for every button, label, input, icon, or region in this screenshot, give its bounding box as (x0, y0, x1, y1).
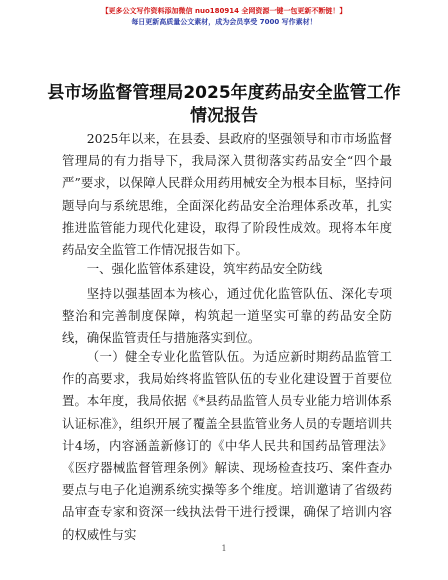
promo-line-2: 每日更新高质量公文素材，成为会员享受 7000 写作素材！ (131, 18, 317, 26)
promo-line-1: 【更多公文写作资料添加微信 nuo180914 全网资源一键一包更新不断链！】 (101, 7, 347, 15)
section-heading: 一、强化监管体系建设，筑牢药品安全防线 (86, 261, 323, 276)
document-title: 县市场监督管理局2025年度药品安全监管工作情况报告 (47, 83, 401, 126)
paragraph-intro: 2025年以来，在县委、县政府的坚强领导和市市场监督管理局的有力指导下，我局深入贯彻落实药品安全“四个最严”要求，以保障人民群众用药用械安全为根本目标，坚持问题导向与系统思维，全面深化药品安全治理体系改革，扎实推进监管能力现代化建设，取得了阶段性成效。现将本年度药品安全监管工作情况报告如下。 (62, 131, 392, 258)
paragraph-section-summary: 坚持以强基固本为核心，通过优化监管队伍、深化专项整治和完善制度保障，构筑起一道坚实可靠的药品安全防线，确保监管责任与措施落实到位。 (62, 286, 392, 346)
promo-banner (0, 6, 448, 28)
paragraph-subsection-1: （一）健全专业化监管队伍。为适应新时期药品监管工作的高要求，我局始终将监管队伍的专业化建设置于首要位置。本年度，我局依据《*县药品监管人员专业能力培训体系认证标准》，组织开展了覆盖全县监管业务人员的专题培训共计4场，内容涵盖新修订的《中华人民共和国药品管理法》《医疗器械监督管理条例》解读、现场检查技巧、案件查办要点与电子化追溯系统实操等多个维度。培训邀请了省级药品审查专家和资深一线执法骨干进行授课，确保了培训内容的权威性与实 (62, 349, 392, 542)
page-number: 1 (221, 544, 227, 553)
